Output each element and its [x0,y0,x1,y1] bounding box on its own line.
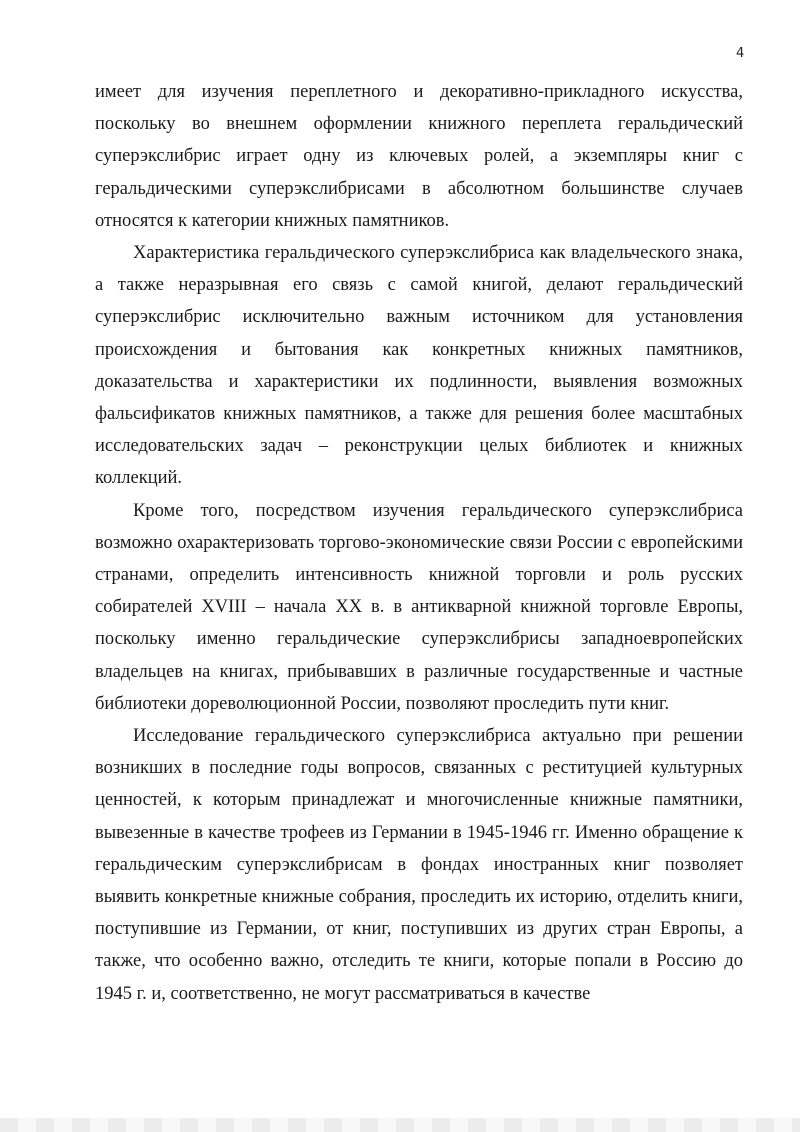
scan-edge-artifact [0,1118,800,1132]
paragraph-4: Исследование геральдического суперэкслибриса актуально при решении возникших в последние годы вопросов, связанных с реституцией культурных ценностей, к которым принадлежат и многочисленные книжные памятники, вывезенные в качестве трофеев из Германии в 1945-1946 гг. Именно обращение к геральдическим суперэкслибрисам в фондах иностранных книг позволяет выявить конкретные книжные собрания, проследить их историю, отделить книги, поступившие из Германии, от книг, поступивших из других стран Европы, а также, что особенно важно, отследить те книги, которые попали в Россию до 1945 г. и, соответственно, не могут рассматриваться в качестве [95,726,743,1004]
page-number: 4 [736,46,745,61]
paragraph-1: имеет для изучения переплетного и декоративно-прикладного искусства, поскольку во внешнем оформлении книжного переплета геральдический суперэкслибрис играет одну из ключевых ролей, а экземпляры книг с геральдическими суперэкслибрисами в абсолютном большинстве случаев относятся к категории книжных памятников. [95,82,743,231]
paragraph-2: Характеристика геральдического суперэкслибриса как владельческого знака, а также неразрывная его связь с самой книгой, делают геральдический суперэкслибрис исключительно важным источником для установления происхождения и бытования как конкретных книжных памятников, доказательства и характеристики их подлинности, выявления возможных фальсификатов книжных памятников, а также для решения более масштабных исследовательских задач – реконструкции целых библиотек и книжных коллекций. [95,243,743,489]
body-text [95,76,743,1010]
paragraph-3: Кроме того, посредством изучения геральдического суперэкслибриса возможно охарактеризовать торгово-экономические связи России с европейскими странами, определить интенсивность книжной торговли и роль русских собирателей XVIII – начала XX в. в антикварной книжной торговле Европы, поскольку именно геральдические суперэкслибрисы западноевропейских владельцев на книгах, прибывавших в различные государственные и частные библиотеки дореволюционной России, позволяют проследить пути книг. [95,500,743,714]
